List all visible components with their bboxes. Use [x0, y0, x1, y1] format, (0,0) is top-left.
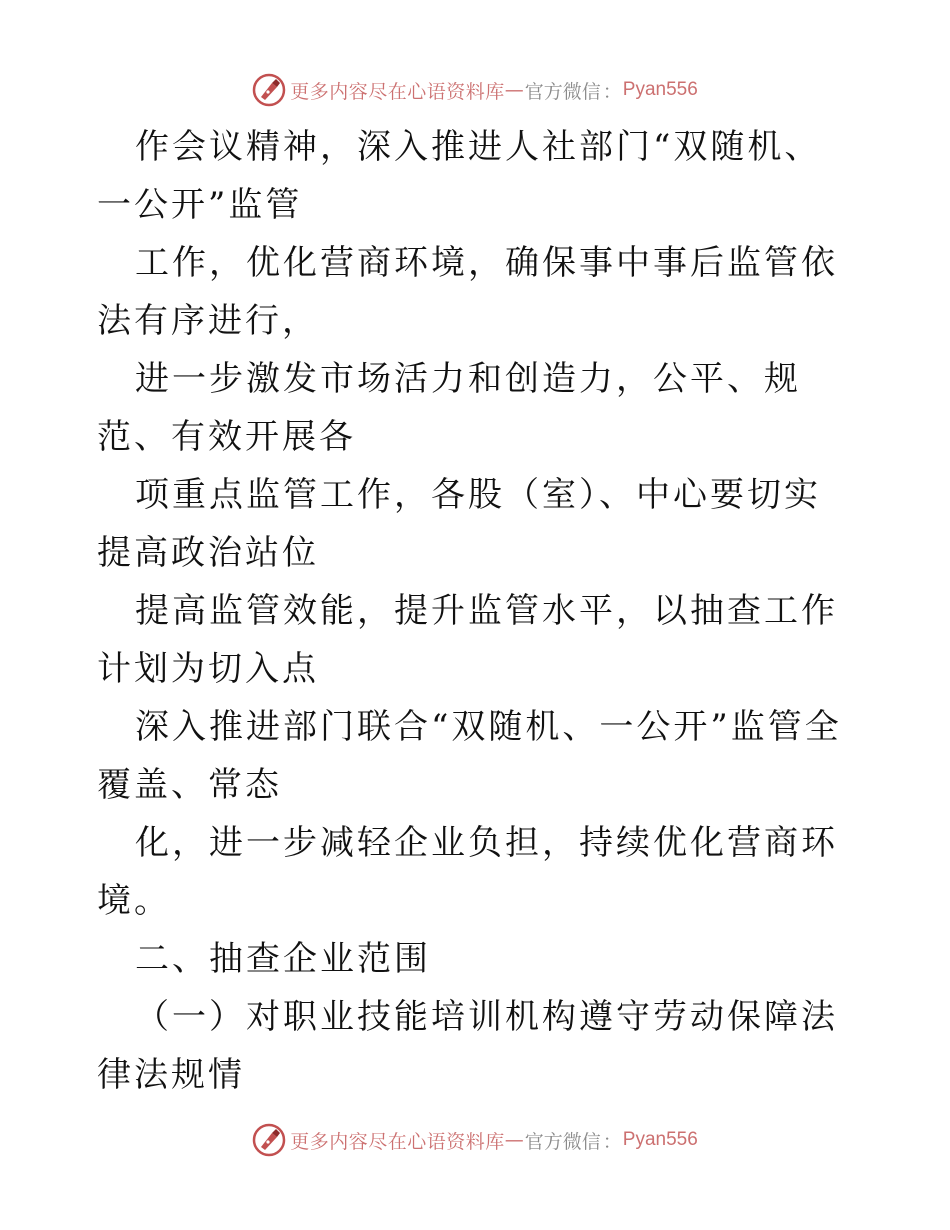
paragraph-9: （一）对职业技能培训机构遵守劳动保障法律法规情 [97, 997, 838, 1095]
watermark-label: 官方微信 [524, 80, 601, 103]
footer-watermark [0, 1120, 950, 1160]
watermark-dash: — [504, 79, 524, 101]
watermark-main-text: 更多内容尽在心语资料库 [290, 80, 505, 103]
watermark-separator: ： [602, 1130, 622, 1153]
watermark-label: 官方微信 [524, 1130, 601, 1153]
paragraph-2: 工作，优化营商环境，确保事中事后监管依法有序进行， [97, 243, 838, 341]
watermark-wechat-id: Pyan556 [622, 79, 698, 100]
paragraph-3: 进一步激发市场活力和创造力，公平、规范、有效开展各 [97, 359, 801, 457]
document-body [97, 118, 857, 1104]
watermark-dash: — [504, 1129, 524, 1151]
paragraph-1: 作会议精神，深入推进人社部门“双随机、一公开”监管 [97, 127, 822, 225]
watermark-main-text: 更多内容尽在心语资料库 [290, 1130, 505, 1153]
paragraph-4: 项重点监管工作，各股（室）、中心要切实提高政治站位 [97, 475, 821, 573]
watermark-wechat-id: Pyan556 [622, 1129, 698, 1150]
paragraph-6: 深入推进部门联合“双随机、一公开”监管全覆盖、常态 [97, 707, 842, 805]
paragraph-5: 提高监管效能，提升监管水平，以抽查工作计划为切入点 [97, 591, 838, 689]
pen-nib-logo-icon [252, 1123, 286, 1157]
watermark-separator: ： [602, 80, 622, 103]
paragraph-7: 化，进一步减轻企业负担，持续优化营商环境。 [97, 823, 838, 921]
pen-nib-logo-icon [252, 73, 286, 107]
section-heading: 二、抽查企业范围 [135, 939, 431, 979]
header-watermark [0, 70, 950, 110]
